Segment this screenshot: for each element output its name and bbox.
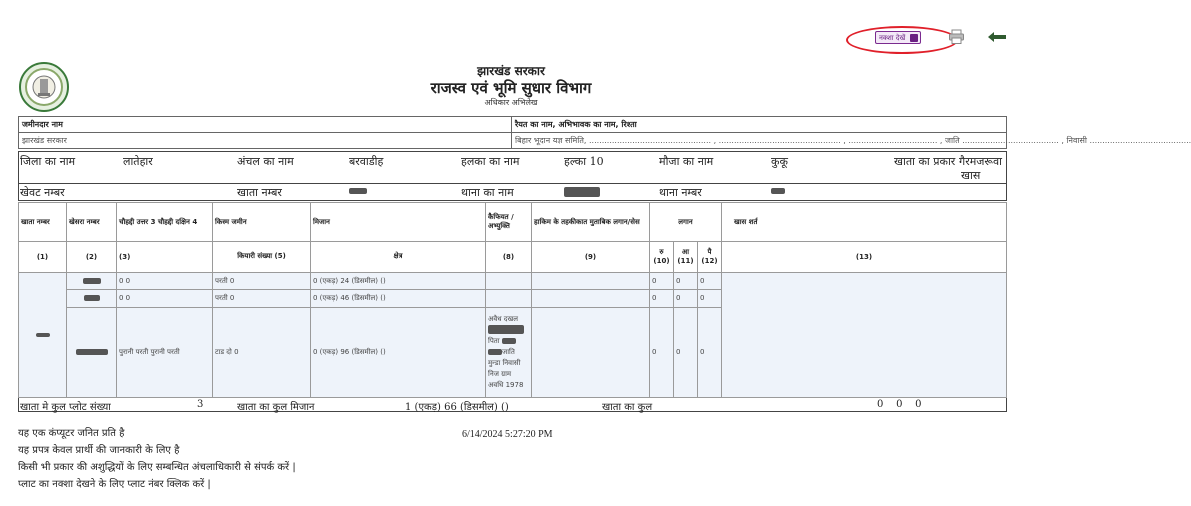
redacted-name: [488, 325, 524, 334]
thana-no-label: थाना नम्बर: [659, 186, 702, 199]
col-aa: [674, 242, 698, 273]
colnum-11: (11): [677, 257, 694, 266]
total-values: 0 0 0: [877, 399, 922, 410]
header-line-1: झारखंड सरकार: [477, 64, 545, 78]
generated-timestamp: 6/14/2024 5:27:20 PM: [462, 429, 553, 440]
redacted-thana-no: [771, 188, 785, 194]
col-pai: [698, 242, 722, 273]
pai-value: 0: [698, 272, 722, 289]
naksha-button-label: नक्शा देखें: [879, 34, 906, 42]
total-mijan-label: खाता का कुल मिजान: [237, 402, 315, 413]
note-line-1: यह एक कंप्यूटर जनित प्रति है: [18, 428, 125, 439]
anchal-value: बरवाडीह: [349, 155, 384, 168]
kaifiyat-value: [486, 272, 532, 289]
col-khata-no: खाता नम्बर: [19, 203, 67, 242]
halka-value: हल्का 10: [564, 155, 604, 168]
halka-label: हलका का नाम: [461, 155, 520, 168]
printer-icon[interactable]: [949, 30, 964, 44]
map-icon: [910, 34, 918, 42]
plot-table: [18, 202, 1007, 398]
col-khesra-no: खेसरा नम्बर: [67, 203, 117, 242]
kaifiyat-value: [486, 307, 532, 397]
col-kiyari: [213, 242, 311, 273]
colnum-13: (13): [722, 242, 1007, 273]
khata-type-value-2: खास: [961, 169, 981, 182]
note-line-3: किसी भी प्रकार की अशुद्धियों के लिए सम्बन्धित अंचलाधिकारी से संपर्क करें |: [18, 462, 296, 473]
aa-value: 0: [674, 290, 698, 307]
total-label: खाता का कुल: [602, 402, 653, 413]
header-line-3: अधिकार अभिलेख: [484, 98, 538, 107]
mijan-value: 0 (एकड़) 96 (डिसमील) (): [311, 307, 486, 397]
raiyat-value: बिहार भूदान यज्ञ समिति, ................................................ , ................................................ , ................................... , जाति ...................................... , निवासी ........................................: [512, 133, 1007, 149]
hakim-value: [532, 272, 650, 289]
notes: [18, 425, 296, 493]
mijan-value: 0 (एकड़) 46 (डिसमील) (): [311, 290, 486, 307]
redacted-khesra: [76, 349, 108, 355]
colnum-2: (2): [67, 242, 117, 273]
kaifiyat-line-3: जाति: [502, 347, 515, 356]
col-chauhaddi: चौहद्दी उत्तर 3 चौहद्दी दक्षिन 4: [117, 203, 213, 242]
khesra-link[interactable]: [67, 290, 117, 307]
redacted-father: [502, 338, 516, 344]
district-value: लातेहार: [123, 155, 153, 168]
zamindar-label: जमीनदार नाम: [19, 117, 512, 133]
kaifiyat-line-2: पिता: [488, 336, 500, 345]
note-line-2: यह प्रपत्र केवल प्रार्थी की जानकारी के लिए है: [18, 445, 180, 456]
total-mijan-value: 1 (एकड़) 66 (डिसमील) (): [405, 402, 509, 413]
mauja-value: कुकू: [771, 155, 788, 168]
colnum-10: (10): [653, 257, 670, 266]
col-mijan: मिजान: [311, 203, 486, 242]
redacted-thana: [564, 187, 600, 197]
chauhaddi-value: 0 0: [117, 272, 213, 289]
aa-value: 0: [674, 272, 698, 289]
zamindar-value: झारखंड सरकार: [19, 133, 512, 149]
redacted-khata: [36, 333, 50, 337]
redacted-khesra: [84, 295, 100, 301]
kism-value: परती 0: [213, 272, 311, 289]
thana-label: थाना का नाम: [461, 186, 514, 199]
khesra-link[interactable]: [67, 307, 117, 397]
col-kshetra: क्षेत्र: [311, 242, 486, 273]
chauhaddi-value: पुरानी परती पुरानी परती: [117, 307, 213, 397]
district-label: जिला का नाम: [20, 155, 76, 168]
colnum-9: (9): [532, 242, 650, 273]
chauhaddi-value: 0 0: [117, 290, 213, 307]
back-arrow-icon[interactable]: [988, 32, 1006, 42]
colnum-1: (1): [19, 242, 67, 273]
totals-row: [18, 398, 1007, 412]
redacted-khata-no: [349, 188, 367, 194]
ru-label: रु: [659, 248, 664, 257]
plot-count-value: 3: [197, 399, 204, 410]
number-info-row: [18, 184, 1007, 201]
anchal-label: अंचल का नाम: [237, 155, 294, 168]
naksha-dekhen-button[interactable]: [875, 31, 921, 44]
colnum-3: (3): [117, 242, 213, 273]
khata-type-value-1: गैरमजरूवा: [959, 155, 1002, 168]
mauja-label: मौजा का नाम: [659, 155, 714, 168]
col-kism-jameen: किस्म जमीन: [213, 203, 311, 242]
pai-value: 0: [698, 290, 722, 307]
redacted-khata-cell: [19, 272, 67, 397]
colnum-12: (12): [701, 257, 718, 266]
header-line-2: राजस्व एवं भूमि सुधार विभाग: [430, 79, 592, 97]
redacted-caste: [488, 349, 502, 355]
owner-table: [18, 116, 1191, 149]
pai-value: 0: [698, 307, 722, 397]
ru-value: 0: [650, 290, 674, 307]
khata-no-label: खाता नम्बर: [237, 186, 282, 199]
col-lagan: लगान: [650, 203, 722, 242]
col-kaifiyat: कैफियत / अभ्युक्ति: [486, 203, 532, 242]
raiyat-label: रैयत का नाम, अभिभावक का नाम, रिश्ता: [512, 117, 1007, 133]
ru-value: 0: [650, 272, 674, 289]
kaifiyat-value: [486, 290, 532, 307]
mijan-value: 0 (एकड़) 24 (डिसमील) (): [311, 272, 486, 289]
aa-label: आ: [681, 248, 690, 257]
page-header: [0, 62, 1022, 108]
toolbar: [846, 26, 1011, 52]
plot-count-label: खाता मे कुल प्लोट संख्या: [20, 402, 111, 413]
ru-value: 0: [650, 307, 674, 397]
col-ru: [650, 242, 674, 273]
khas-shart-value: [722, 272, 1007, 397]
redacted-khesra: [83, 278, 101, 284]
location-info-row: [18, 151, 1007, 184]
kaifiyat-line-5: निज ग्राम: [488, 369, 512, 378]
colnum-5: (5): [274, 252, 286, 261]
kaifiyat-line-1: अवैध दखल: [488, 314, 518, 323]
hakim-value: [532, 290, 650, 307]
aa-value: 0: [674, 307, 698, 397]
colnum-8: (8): [486, 242, 532, 273]
khewat-label: खेवट नम्बर: [20, 186, 65, 199]
kism-value: परती 0: [213, 290, 311, 307]
kaifiyat-line-6: अवधि 1978: [488, 380, 524, 389]
col-hakim: हाकिम के तहकीकात मुताबिक लगान/सेस: [532, 203, 650, 242]
kiyari-label: कियारी संख्या: [237, 252, 273, 261]
pai-label: पै: [707, 248, 712, 257]
khata-type-label: खाता का प्रकार: [894, 155, 956, 168]
kaifiyat-line-4: मुन्डा निवासी: [488, 358, 521, 367]
note-line-4: प्लाट का नक्शा देखने के लिए प्लाट नंबर क्लिक करें |: [18, 479, 211, 490]
table-row: [19, 272, 1007, 289]
khesra-link[interactable]: [67, 272, 117, 289]
col-khas-shart: खास शर्त: [722, 203, 1007, 242]
kism-value: टाड दो 0: [213, 307, 311, 397]
hakim-value: [532, 307, 650, 397]
